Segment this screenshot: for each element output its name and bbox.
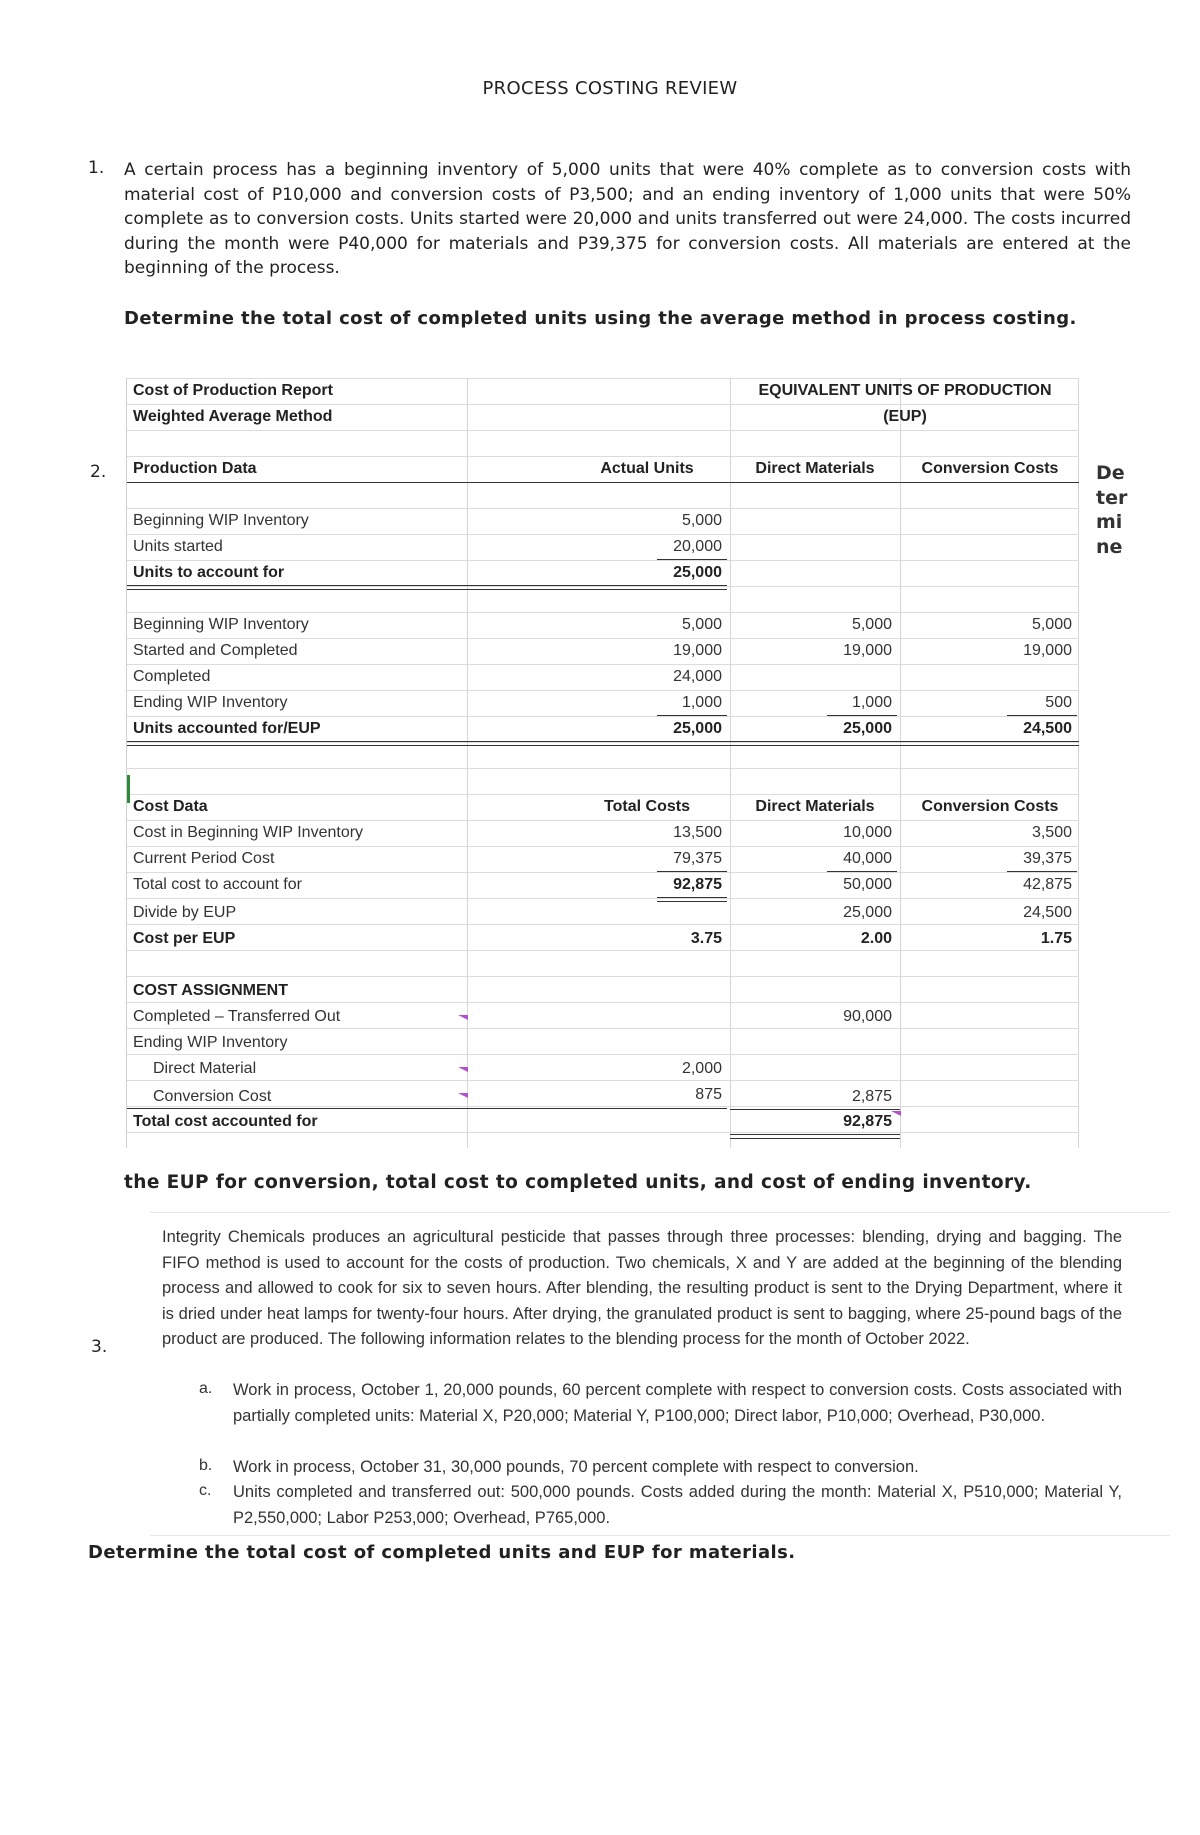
q1-number: 1.: [88, 158, 105, 178]
units-out-row-cc: 500: [1045, 694, 1072, 711]
q3-paragraph: Integrity Chemicals produces an agricultural pesticide that passes through three processes: blending, drying and bagging. The FIFO method is used to account for the costs of production. Two chemicals, X and Y are added at the beginning of the blending process and allowed to cook for six to seven hours. After blending, the resulting product is sent to the Drying Department, where it is dried under heat lamps for twenty-four hours. After drying, the granulated product is sent to bagging, where 25-pound bags of the product are produced. The following information relates to the blending process for the month of October 2022.: [162, 1228, 1122, 1348]
direct-materials-header: Direct Materials: [755, 460, 875, 477]
eup-header: EQUIVALENT UNITS OF PRODUCTION: [758, 382, 1052, 399]
cost-assignment-heading: COST ASSIGNMENT: [133, 982, 288, 999]
cost-row-dm: 25,000: [843, 904, 892, 921]
cost-row-dm: 10,000: [843, 824, 892, 841]
cost-row-label: Cost in Beginning WIP Inventory: [133, 824, 364, 841]
units-out-row-dm: 5,000: [851, 616, 892, 633]
units-out-row-dm: 19,000: [843, 642, 892, 659]
cost-row-total: 92,875: [673, 876, 722, 893]
units-out-row-dm: 1,000: [851, 694, 892, 711]
comment-flag-icon[interactable]: [891, 1111, 901, 1116]
cost-per-eup-label: Cost per EUP: [133, 930, 236, 947]
units-in-row-actual: 5,000: [681, 512, 722, 529]
comment-flag-icon[interactable]: [458, 1067, 468, 1072]
cost-per-eup-cc: 1.75: [1040, 930, 1072, 947]
total-costs-header: Total Costs: [604, 798, 690, 815]
q3-item-text: Units completed and transferred out: 500,000 pounds. Costs added during the month: Material X, P510,000; Material Y, P2,550,000; Labor P253,000; Overhead, P765,000.: [233, 1483, 1122, 1527]
units-out-row-actual: 19,000: [673, 642, 722, 659]
actual-units-header: Actual Units: [600, 460, 694, 477]
cost-dm-header: Direct Materials: [755, 798, 875, 815]
units-out-row-label: Beginning WIP Inventory: [133, 616, 309, 633]
units-in-row-label: Units started: [133, 538, 223, 555]
units-out-row-label: Completed: [133, 668, 211, 685]
units-to-account-for-label: Units to account for: [133, 564, 285, 581]
transferred-out-label: Completed – Transferred Out: [133, 1008, 341, 1025]
q3-item-letter: a.: [199, 1380, 213, 1397]
cost-row-dm: 40,000: [843, 850, 892, 867]
q3-task: Determine the total cost of completed units and EUP for materials.: [88, 1542, 796, 1563]
units-out-row-label: Started and Completed: [133, 642, 298, 659]
total-cost-accounted-value: 92,875: [843, 1113, 892, 1130]
cost-cc-header: Conversion Costs: [921, 798, 1059, 815]
units-out-row-cc: 19,000: [1023, 642, 1072, 659]
page-title: PROCESS COSTING REVIEW: [482, 78, 738, 99]
units-accounted-for-dm: 25,000: [843, 720, 892, 737]
units-out-row-actual: 24,000: [673, 668, 722, 685]
cost-of-production-report: [126, 378, 1079, 1148]
units-in-row-label: Beginning WIP Inventory: [133, 512, 309, 529]
units-in-row-actual: 20,000: [673, 538, 722, 555]
q2-side-word: De ter mi ne: [1096, 462, 1128, 558]
q3-item-letter: b.: [199, 1457, 213, 1474]
cost-per-eup-dm: 2.00: [860, 930, 892, 947]
cell-cursor-indicator: [127, 775, 130, 803]
ending-wip-label: Ending WIP Inventory: [133, 1034, 288, 1051]
units-out-row-label: Ending WIP Inventory: [133, 694, 288, 711]
cost-row-label: Current Period Cost: [133, 850, 275, 867]
units-to-account-for-value: 25,000: [673, 564, 722, 581]
units-accounted-for-cc: 24,500: [1023, 720, 1072, 737]
q3-item-letter: c.: [199, 1482, 212, 1499]
transferred-out-value: 90,000: [843, 1008, 892, 1025]
cost-row-cc: 42,875: [1023, 876, 1072, 893]
report-subtitle: Weighted Average Method: [133, 408, 333, 425]
cost-data-header: Cost Data: [133, 798, 208, 815]
units-out-row-cc: 5,000: [1031, 616, 1072, 633]
ending-cc-value: 875: [695, 1086, 722, 1103]
cost-row-cc: 24,500: [1023, 904, 1072, 921]
cost-row-label: Divide by EUP: [133, 904, 237, 921]
units-out-row-actual: 5,000: [681, 616, 722, 633]
q3-item-text: Work in process, October 31, 30,000 pounds, 70 percent complete with respect to conversion.: [233, 1458, 919, 1476]
cost-row-cc: 3,500: [1031, 824, 1072, 841]
conversion-costs-header: Conversion Costs: [921, 460, 1059, 477]
cost-per-eup-total: 3.75: [690, 930, 722, 947]
q2-number: 2.: [90, 462, 107, 482]
q3-image-top-border: [150, 1212, 1170, 1213]
q1-task: Determine the total cost of completed units using the average method in process costing.: [124, 308, 1077, 329]
ending-dm-label: Direct Material: [153, 1060, 257, 1077]
q3-image-bottom-border: [150, 1535, 1170, 1536]
q2-continuation: the EUP for conversion, total cost to completed units, and cost of ending inventory.: [124, 1172, 1032, 1193]
units-accounted-for-label: Units accounted for/EUP: [133, 720, 321, 737]
comment-flag-icon[interactable]: [458, 1093, 468, 1098]
ending-wip-total: 2,875: [851, 1088, 892, 1105]
total-cost-accounted-label: Total cost accounted for: [133, 1113, 318, 1130]
cost-row-label: Total cost to account for: [133, 876, 302, 893]
ending-dm-value: 2,000: [681, 1060, 722, 1077]
eup-header-abbr: (EUP): [883, 408, 927, 425]
units-accounted-for-actual: 25,000: [673, 720, 722, 737]
report-title: Cost of Production Report: [133, 382, 333, 399]
ending-cc-label: Conversion Cost: [153, 1088, 272, 1105]
production-data-header: Production Data: [133, 460, 257, 477]
cost-row-total: 13,500: [673, 824, 722, 841]
q3-number: 3.: [91, 1337, 108, 1357]
comment-flag-icon[interactable]: [458, 1015, 468, 1020]
cost-row-dm: 50,000: [843, 876, 892, 893]
cost-row-cc: 39,375: [1023, 850, 1072, 867]
cost-row-total: 79,375: [673, 850, 722, 867]
q3-item-text: Work in process, October 1, 20,000 pounds, 60 percent complete with respect to conversion costs. Costs associated with partially completed units: Material X, P20,000; Material Y, P100,000; Direct labor, P10,000; Overhead, P30,000.: [233, 1381, 1122, 1425]
q1-paragraph: A certain process has a beginning inventory of 5,000 units that were 40% complete as to conversion costs with material cost of P10,000 and conversion costs of P3,500; and an ending inventory of 1,000 units that were 50% complete as to conversion costs. Units started were 20,000 and units transferred out were 24,000. The costs incurred during the month were P40,000 for materials and P39,375 for conversion costs. All materials are entered at the beginning of the process.: [124, 160, 1131, 279]
units-out-row-actual: 1,000: [681, 694, 722, 711]
